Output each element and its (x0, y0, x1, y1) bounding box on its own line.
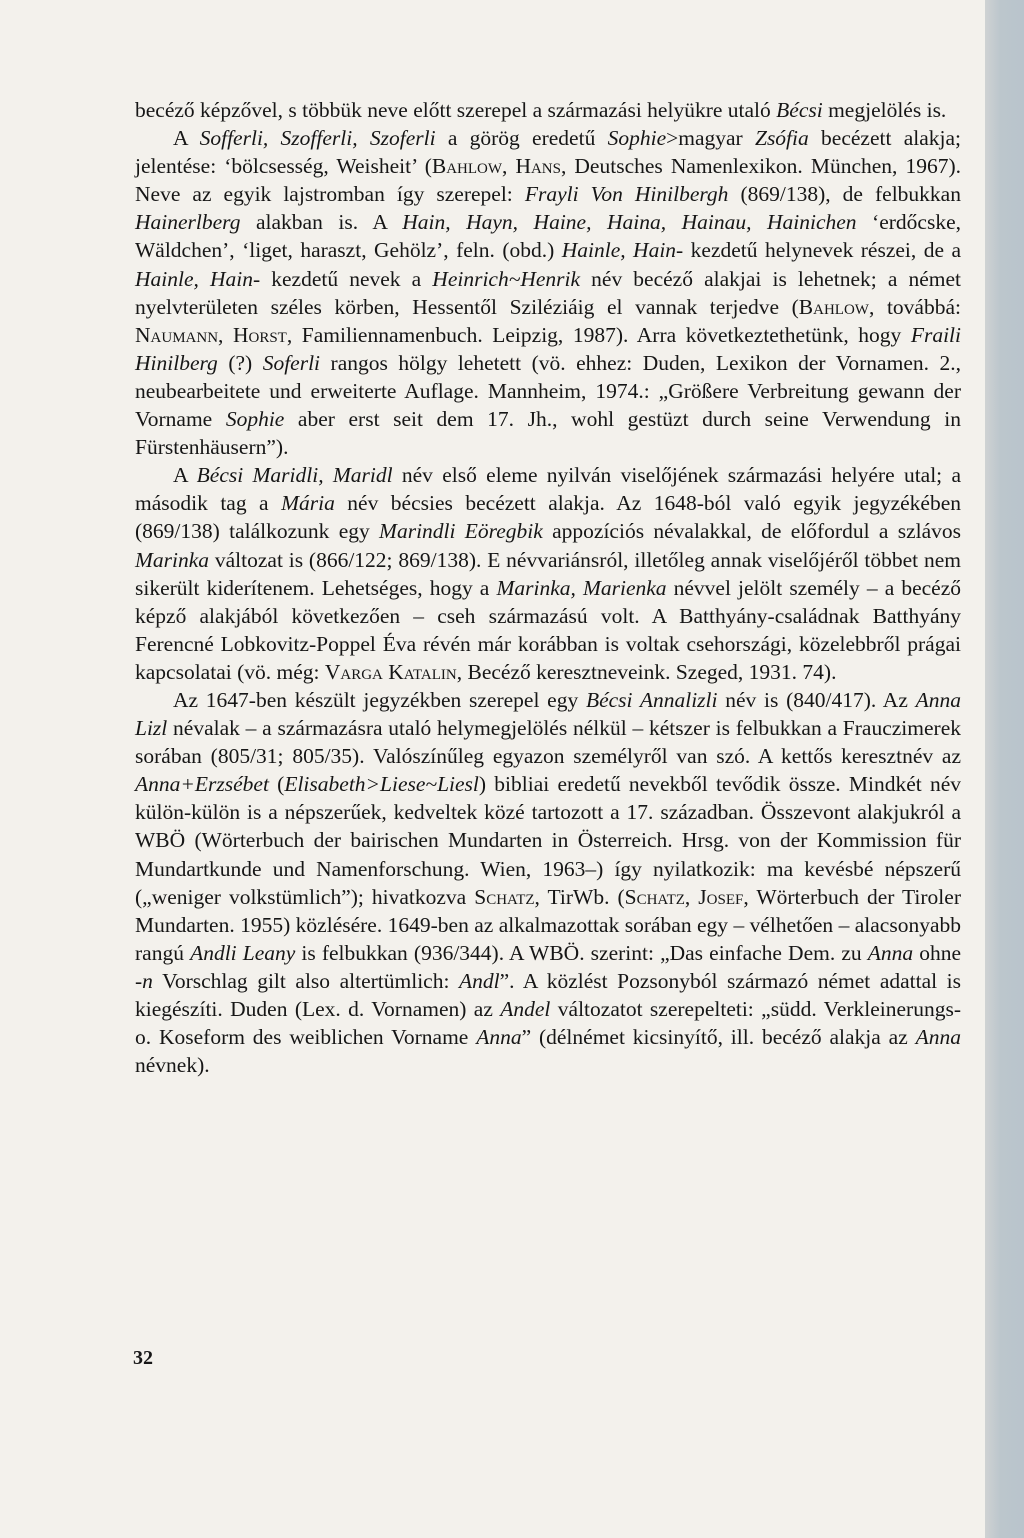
text-run: >magyar (666, 126, 755, 151)
italic-term: Anna Lizl (135, 687, 961, 741)
italic-term: Sofferli, Szofferli, Szoferli (199, 126, 436, 151)
paragraph (135, 124, 961, 461)
text-run: változatot szerepelteti: „südd. Verkleinerungs- o. Koseform des weiblichen Vorname (135, 997, 961, 1050)
text-run: ‘erdőcske, Wäldchen’, ‘liget, haraszt, Gehölz’, feln. (obd.) (135, 210, 961, 263)
italic-term: Sophie (607, 126, 667, 151)
text-run: , TirWb. ( (534, 884, 625, 909)
text-run: , Wörterbuch der Tiroler Mundarten. 1955) közlésére. 1649-ben az alkalmazottak sorában egy – vélhetően – alacsonyabb rangú (135, 884, 961, 965)
italic-term: Heinrich~Henrik (432, 266, 581, 291)
page-number: 32 (133, 1347, 153, 1369)
text-run: név is (840/417). Az (717, 687, 916, 712)
author-name: Naumann, Horst (135, 322, 287, 347)
text-run: névvel jelölt személy – a becéző képző alakjából következően – cseh származású volt. A Batthyány-családnak Batthyány Ferencné Lobkovitz-Poppel Éva révén már korábban is voltak csehországi, közelebbről prágai kapcsolatai (vö. még: (135, 575, 961, 684)
text-run: Vorschlag gilt also altertümlich: (152, 968, 459, 993)
author-name: Schatz, Josef (624, 884, 744, 909)
italic-term: Anna+Erzsébet (135, 772, 269, 797)
text-run: ohne (913, 940, 962, 965)
author-name: Varga Katalin (324, 659, 457, 684)
text-run: ”. A közlést Pozsonyból származó német adattal is kiegészíti. Duden (Lex. d. Vornamen) az (135, 968, 961, 1021)
text-run: kezdetű nevek a (260, 266, 433, 291)
text-run: névalak – a származásra utaló helymegjelölés nélkül – kétszer is felbukkan a Frauczimerek sorában (805/31; 805/35). Valószínűleg egyazon személyről van szó. A kettős keresztnév az (135, 716, 961, 769)
text-run: névnek). (135, 1053, 210, 1078)
italic-term: Anna (476, 1025, 522, 1050)
italic-term: Bécsi (776, 98, 823, 122)
italic-term: Zsófia (754, 126, 809, 151)
text-run: kezdetű helynevek részei, de a (683, 238, 961, 263)
italic-term: Marindli Eöregbik (379, 519, 543, 544)
italic-term: -n (135, 968, 153, 993)
italic-term: Hainle, Hain- (561, 238, 684, 263)
italic-term: Andli Leany (190, 940, 296, 965)
italic-term: Bécsi Maridli, Maridl (196, 463, 393, 488)
text-run: változat is (866/122; 869/138). E névvariánsról, illetőleg annak viselőjéről többet nem sikerült kiderítenem. Lehetséges, hogy a (135, 547, 961, 600)
italic-term: Bécsi Annalizli (585, 687, 718, 712)
text-run: ) bibliai eredetű nevekből tevődik össze. Mindkét név külön-külön is a népszerűek, kedveltek közé tartozott a 17. században. Összevont alakjukról a WBÖ (Wörterbuch der bairischen Mundarten in Österreich. Hrsg. von der Kommission für Mundartkunde und Namenforschung. Wien, 1963–) így nyilatkozik: ma kevésbé népszerű („weniger volkstümlich”); hivatkozva (135, 772, 961, 909)
italic-term: Frayli Von Hinilbergh (524, 182, 729, 207)
author-name: Bahlow, Hans (431, 154, 561, 179)
italic-term: Fraili Hinilberg (135, 322, 961, 375)
italic-term: Andl (458, 968, 500, 993)
author-name: Schatz (474, 884, 535, 909)
italic-term: Anna (915, 1025, 961, 1050)
text-run: , Familiennamenbuch. Leipzig, 1987). Arra következtethetünk, hogy (286, 322, 911, 347)
italic-term: Hainerlberg (135, 210, 241, 235)
italic-term: Hain, Hayn, Haine, Haina, Hainau, Hainichen (402, 210, 857, 235)
scan-edge (985, 0, 1024, 1538)
body-text (135, 96, 961, 1079)
text-run: megjelölés is. (822, 98, 947, 122)
text-run: a görög eredetű (435, 126, 608, 151)
text-run: Az 1647-ben készült jegyzékben szerepel egy (173, 687, 586, 712)
paragraph (135, 461, 961, 686)
text-run: becézett alakja; jelentése: ‘bölcsesség, Weisheit’ ( (135, 126, 962, 179)
text-run: (?) (217, 350, 263, 375)
text-run: név bécsies becézett alakja. Az 1648-ból való egyik jegyzékében (869/138) találkozunk egy (135, 491, 961, 544)
italic-term: Elisabeth>Liese~Liesl (284, 772, 479, 797)
italic-term: Marinka (135, 547, 210, 572)
author-name: Bahlow (798, 294, 869, 319)
italic-term: Hainle, Hain- (135, 266, 261, 291)
text-run: rangos hölgy lehetett (vö. ehhez: Duden, Lexikon der Vornamen. 2., neubearbeitete und erweiterte Auflage. Mannheim, 1974.: „Größere Verbreitung gewann der Vorname (135, 350, 961, 432)
text-run: , Deutsches Namenlexikon. München, 1967). Neve az egyik lajstromban így szerepel: (135, 154, 961, 207)
text-run: A (173, 463, 197, 488)
text-run: , továbbá: (868, 294, 961, 319)
text-run: appozíciós névalakkal, de előfordul a szlávos (542, 519, 961, 544)
text-run: becéző képzővel, s többük neve előtt szerepel a származási helyükre utaló (135, 98, 777, 122)
text-run: , Becéző keresztneveink. Szeged, 1931. 74). (456, 659, 837, 684)
text-run: A (173, 126, 200, 151)
italic-term: Marinka, Marienka (496, 575, 667, 600)
text-run: ” (délnémet kicsinyítő, ill. becéző alakja az (521, 1025, 916, 1050)
italic-term: Anna (867, 940, 914, 965)
italic-term: Mária (281, 491, 335, 516)
text-run: alakban is. A (240, 210, 403, 235)
text-run: (869/138), de felbukkan (728, 182, 961, 207)
italic-term: Andel (500, 997, 551, 1021)
text-run: név első eleme nyilván viselőjének származási helyére utal; a második tag a (135, 463, 961, 516)
paragraph (135, 96, 961, 124)
italic-term: Sophie (225, 407, 285, 432)
italic-term: Soferli (262, 350, 321, 375)
text-run: ( (268, 772, 285, 797)
text-run: is felbukkan (936/344). A WBÖ. szerint: „Das einfache Dem. zu (295, 940, 868, 965)
text-run: név becéző alakjai is lehetnek; a német nyelvterületen széles körben, Hessentől Sziléziáig el vannak terjedve ( (135, 266, 961, 319)
text-run: aber erst seit dem 17. Jh., wohl gestüzt durch seine Verwendung in Fürstenhäusern”). (135, 407, 961, 460)
paragraph (135, 686, 961, 1079)
